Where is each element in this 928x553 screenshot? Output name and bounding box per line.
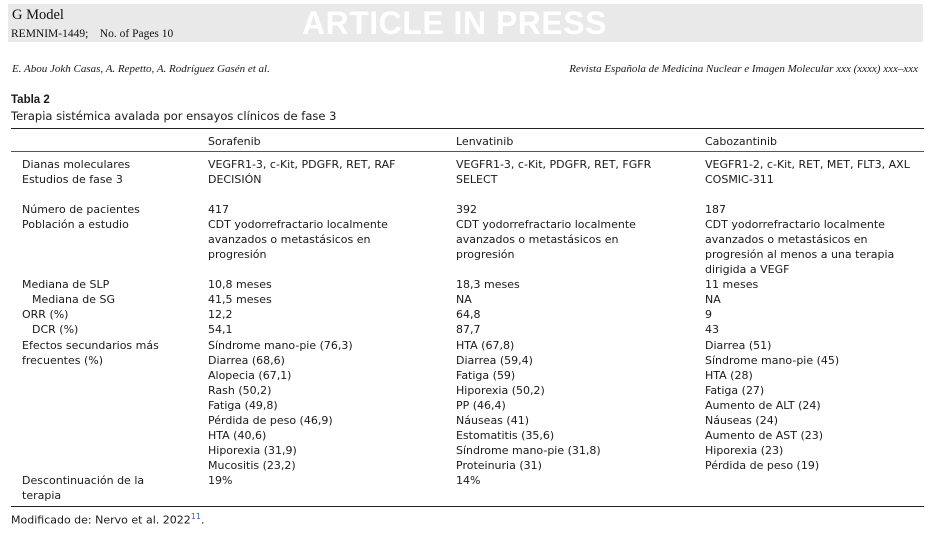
running-head-authors: E. Abou Jokh Casas, A. Repetto, A. Rodríguez Gasén et al. (12, 63, 270, 75)
table-label: Tabla 2 (11, 94, 50, 106)
row-label: Población a estudio (22, 218, 129, 231)
column-header-cabozantinib: Cabozantinib (705, 135, 777, 148)
table-header-rule (11, 151, 924, 152)
table-cell: 43 (705, 323, 719, 336)
table-cell: Síndrome mano-pie (76,3) Diarrea (68,6) Alopecia (67,1) Rash (50,2) Fatiga (49,8) Pérdida de peso (46,9) HTA (40,6) Hiporexia (31,9) Mucositis (23,2) (208, 339, 353, 472)
table-cell: VEGFR1-3, c-Kit, PDGFR, RET, FGFR (456, 158, 652, 171)
row-label: Efectos secundarios más frecuentes (%) (22, 339, 159, 367)
row-label: Estudios de fase 3 (22, 173, 123, 186)
table-top-rule (11, 128, 924, 129)
column-header-sorafenib: Sorafenib (208, 135, 261, 148)
table-cell: 19% (208, 474, 233, 487)
table-cell: 392 (456, 203, 477, 216)
row-label: DCR (%) (32, 323, 79, 336)
article-in-press-banner: ARTICLE IN PRESS (302, 5, 607, 41)
table-cell: Diarrea (51) Síndrome mano-pie (45) HTA (28) Fatiga (27) Aumento de ALT (24) Náuseas (24) Aumento de AST (23) Hiporexia (23) Pérdida de peso (19) (705, 339, 840, 472)
footnote-reference: 11 (190, 512, 201, 521)
footnote-text: Modificado de: Nervo et al. 2022 (11, 513, 191, 527)
row-label: ORR (%) (22, 308, 69, 321)
row-label: Número de pacientes (22, 203, 140, 216)
table-cell: 18,3 meses (456, 278, 520, 291)
table-cell: 10,8 meses (208, 278, 272, 291)
table-bottom-rule (11, 506, 924, 507)
table-cell: 64,8 (456, 308, 481, 321)
table-cell: 417 (208, 203, 229, 216)
table-cell: 87,7 (456, 323, 481, 336)
row-label: Mediana de SLP (22, 278, 110, 291)
row-label: Descontinuación de la terapia (22, 474, 145, 502)
table-cell: 41,5 meses (208, 293, 272, 306)
table-cell: NA (456, 293, 472, 306)
column-header-lenvatinib: Lenvatinib (456, 135, 514, 148)
table-cell: SELECT (456, 173, 498, 186)
table-cell: CDT yodorrefractario localmente avanzados o metastásicos en progresión (208, 218, 388, 261)
running-head-journal: Revista Española de Medicina Nuclear e Imagen Molecular xxx (xxxx) xxx–xxx (569, 63, 918, 75)
manuscript-reference: REMNIM-1449; No. of Pages 10 (11, 28, 174, 40)
row-label: Mediana de SG (32, 293, 115, 306)
table-cell: 187 (705, 203, 726, 216)
table-cell: COSMIC-311 (705, 173, 774, 186)
row-label: Dianas moleculares (22, 158, 131, 171)
footnote-end: . (200, 513, 205, 527)
table-title: Terapia sistémica avalada por ensayos clínicos de fase 3 (11, 109, 337, 123)
table-cell: 9 (705, 308, 712, 321)
table-cell: CDT yodorrefractario localmente avanzados o metastásicos en progresión (456, 218, 636, 261)
g-model-label: G Model (12, 7, 64, 23)
table-cell: 12,2 (208, 308, 233, 321)
table-footnote (11, 512, 204, 527)
table-cell: 54,1 (208, 323, 233, 336)
table-cell: VEGFR1-2, c-Kit, RET, MET, FLT3, AXL (705, 158, 910, 171)
table-cell: VEGFR1-3, c-Kit, PDGFR, RET, RAF (208, 158, 396, 171)
table-cell: CDT yodorrefractario localmente avanzados o metastásicos en progresión al menos a una terapia dirigida a VEGF (705, 218, 895, 276)
table-cell: 11 meses (705, 278, 759, 291)
table-cell: 14% (456, 474, 481, 487)
table-cell: DECISIÓN (208, 173, 262, 186)
table-cell: NA (705, 293, 721, 306)
table-cell: HTA (67,8) Diarrea (59,4) Fatiga (59) Hiporexia (50,2) PP (46,4) Náuseas (41) Estomatitis (35,6) Síndrome mano-pie (31,8) Proteinuria (31) (456, 339, 601, 472)
